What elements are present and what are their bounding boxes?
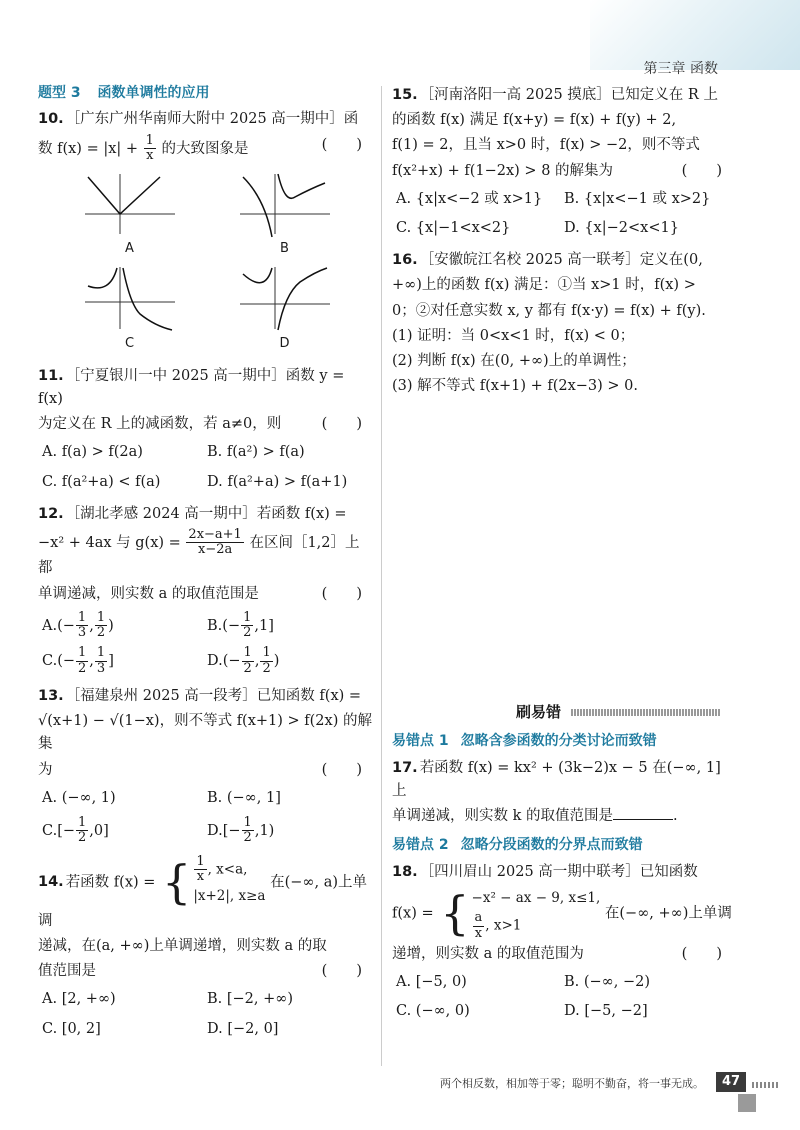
footer-motto: 两个相反数，相加等于零；聪明不勤奋，将一事无成。	[440, 1077, 704, 1090]
question-text: 0；②对任意实数 x, y 都有 f(x·y) = f(x) + f(y).	[392, 302, 706, 319]
question-source: ［河南洛阳一高 2025 摸底］已知定义在 R 上	[419, 87, 718, 103]
option-list	[396, 185, 732, 243]
question-text: f(x) =	[392, 905, 434, 922]
answer-paren: ( )	[681, 946, 722, 963]
question-text: 在区间［1,2］上都	[38, 534, 360, 577]
question-source: ［湖北孝感 2024 高一期中］若函数 f(x) =	[65, 505, 347, 522]
question-12	[38, 503, 372, 679]
graph-options	[52, 169, 372, 359]
section-heading	[38, 82, 372, 104]
option-a[interactable]: A. [2, +∞)	[42, 991, 116, 1008]
page-corner-decoration	[738, 1094, 756, 1112]
section-tag: 题型 3	[38, 85, 81, 101]
piecewise-function: { −x² − ax − 9, x≤1, $\frac{a}{x}$ , x>1	[440, 886, 601, 941]
option-d[interactable]: D.(− $\frac{1}{2}$ , $\frac{1}{2}$ )	[207, 645, 280, 676]
question-text: 为	[38, 761, 53, 778]
question-17: 17. 若函数 f(x) = kx² + (3k−2)x − 5 在(−∞, 1]上 单调递减，则实数 k 的取值范围是 .	[392, 759, 721, 825]
graph-d-plot	[235, 264, 335, 334]
question-text: 在(−∞, +∞)上单调	[604, 905, 732, 922]
option-c[interactable]: C. f(a²+a) < f(a)	[42, 473, 161, 490]
option-b[interactable]: B. {x|x<−1 或 x>2}	[564, 190, 711, 207]
question-number: 17.	[392, 759, 418, 776]
fraction: $\frac{2x-a+1}{x-2a}$	[188, 526, 242, 558]
option-b[interactable]: B. [−2, +∞)	[207, 991, 294, 1008]
subquestion-3: (3) 解不等式 f(x+1) + f(2x−3) > 0.	[392, 378, 639, 395]
error-point-1: 易错点 1 忽略含参函数的分类讨论而致错	[392, 733, 657, 750]
question-text: f(x²+x) + f(1−2x) > 8 的解集为	[392, 162, 614, 179]
graph-label: C	[124, 335, 135, 351]
answer-space	[392, 404, 732, 700]
page-dots-decoration	[752, 1082, 780, 1088]
option-list	[42, 438, 372, 496]
question-text: 若函数 f(x) =	[65, 874, 156, 891]
column-divider	[381, 86, 382, 1066]
question-number: 13.	[38, 688, 64, 705]
question-number: 12.	[38, 505, 64, 522]
option-list	[42, 784, 372, 849]
question-source: ［宁夏银川一中 2025 高一期中］函数 y = f(x)	[38, 367, 345, 407]
option-a[interactable]: A. {x|x<−2 或 x>1}	[396, 190, 543, 207]
question-number: 10.	[38, 111, 64, 128]
option-d[interactable]: D. [−5, −2]	[564, 1003, 648, 1020]
option-b[interactable]: B. f(a²) > f(a)	[207, 444, 305, 461]
question-number: 18.	[392, 863, 418, 880]
question-18	[392, 861, 732, 1027]
option-list	[396, 968, 732, 1026]
option-b[interactable]: B.(− $\frac{1}{2}$ ,1]	[207, 609, 274, 641]
question-13	[38, 685, 372, 849]
question-text: 单调递减，则实数 k 的取值范围是	[392, 808, 614, 825]
option-c[interactable]: C. (−∞, 0)	[396, 1003, 470, 1020]
fraction: $\frac{1}{x}$	[145, 132, 154, 163]
graph-option-c[interactable]	[52, 264, 207, 355]
graph-label: A	[125, 241, 134, 257]
question-text: 值范围是	[38, 963, 96, 980]
graph-option-a[interactable]	[52, 169, 207, 260]
option-d[interactable]: D.[− $\frac{1}{2}$ ,1)	[207, 814, 275, 846]
answer-blank[interactable]	[613, 819, 673, 820]
option-a[interactable]: A. f(a) > f(2a)	[42, 444, 143, 461]
piecewise-function: { $\frac{1}{x}$ , x<a, |x+2|, x≥a	[162, 853, 266, 910]
question-16	[392, 249, 732, 398]
question-number: 15.	[392, 87, 418, 103]
graph-a-plot	[80, 169, 180, 239]
question-number: 11.	[38, 367, 64, 384]
chapter-header: 第三章 函数	[643, 61, 718, 77]
question-10	[38, 108, 372, 358]
graph-b-plot	[235, 169, 335, 239]
option-c[interactable]: C. [0, 2]	[42, 1020, 101, 1037]
answer-paren: ( )	[321, 416, 362, 433]
answer-paren: ( )	[321, 136, 362, 153]
option-b[interactable]: B. (−∞, 1]	[207, 789, 281, 806]
answer-paren: ( )	[321, 761, 362, 778]
question-text: √(x+1) − √(1−x)，则不等式 f(x+1) > f(2x) 的解集	[38, 713, 372, 753]
question-number: 14.	[38, 874, 64, 891]
question-source: ［四川眉山 2025 高一期中联考］已知函数	[419, 863, 698, 880]
option-a[interactable]: A. (−∞, 1)	[42, 789, 116, 806]
question-number: 16.	[392, 252, 418, 269]
question-text: 递增，则实数 a 的取值范围为	[392, 946, 584, 963]
page-number: 47	[716, 1072, 746, 1092]
left-column	[38, 82, 372, 1050]
question-source: ［广东广州华南师大附中 2025 高一期中］函	[65, 111, 359, 128]
right-column	[392, 82, 732, 1033]
option-c[interactable]: C. {x|−1<x<2}	[396, 219, 511, 236]
question-11	[38, 365, 372, 497]
question-text: 递减，在(a, +∞)上单调递增，则实数 a 的取	[38, 938, 327, 954]
option-d[interactable]: D. [−2, 0]	[207, 1020, 279, 1037]
question-text: 单调递减，则实数 a 的取值范围是	[38, 585, 259, 602]
option-c[interactable]: C.[− $\frac{1}{2}$ ,0]	[42, 814, 109, 846]
option-a[interactable]: A.(− $\frac{1}{3}$ , $\frac{1}{2}$ )	[42, 609, 114, 641]
answer-paren: ( )	[321, 963, 362, 980]
question-text: 的大致图象是	[161, 140, 249, 157]
option-a[interactable]: A. [−5, 0)	[396, 974, 467, 991]
question-text: 数 f(x) = |x| +	[38, 140, 139, 157]
question-text: f(1) = 2，且当 x>0 时，f(x) > −2，则不等式	[392, 137, 700, 154]
graph-label: B	[280, 241, 289, 257]
graph-label: D	[279, 335, 290, 351]
graph-c-plot	[80, 264, 180, 334]
question-source: ［安徽皖江名校 2025 高一联考］定义在(0,	[419, 252, 703, 269]
question-14	[38, 855, 372, 1044]
option-list	[42, 608, 372, 679]
question-text: 若函数 f(x) = kx² + (3k−2)x − 5 在(−∞, 1]上	[392, 759, 721, 799]
question-text: 为定义在 R 上的减函数，若 a≠0，则	[38, 416, 282, 433]
subquestion-2: (2) 判断 f(x) 在(0, +∞)上的单调性；	[392, 352, 636, 369]
question-source: ［福建泉州 2025 高一段考］已知函数 f(x) =	[65, 688, 362, 705]
heading-stripe	[571, 709, 721, 716]
graph-option-b[interactable]	[207, 169, 362, 260]
error-point-2: 易错点 2 忽略分段函数的分界点而致错	[392, 837, 643, 854]
question-text: 的函数 f(x) 满足 f(x+y) = f(x) + f(y) + 2,	[392, 112, 677, 129]
option-b[interactable]: B. (−∞, −2)	[564, 974, 651, 991]
option-list	[42, 985, 372, 1043]
question-text: +∞)上的函数 f(x) 满足：①当 x>1 时，f(x) >	[392, 277, 696, 294]
question-text: −x² + 4ax 与 g(x) =	[38, 534, 181, 551]
graph-option-d[interactable]	[207, 264, 362, 355]
section-title: 函数单调性的应用	[97, 85, 210, 101]
option-c[interactable]: C.(− $\frac{1}{2}$ , $\frac{1}{3}$ ]	[42, 645, 114, 676]
question-15	[392, 84, 732, 243]
question-text: 在(−∞, a)上单调	[38, 874, 367, 929]
option-d[interactable]: D. {x|−2<x<1}	[564, 219, 679, 236]
answer-paren: ( )	[681, 162, 722, 179]
answer-paren: ( )	[321, 585, 362, 602]
option-d[interactable]: D. f(a²+a) > f(a+1)	[207, 473, 348, 490]
subquestion-1: (1) 证明：当 0<x<1 时，f(x) < 0；	[392, 327, 635, 344]
practice-heading: 刷易错	[516, 700, 732, 724]
